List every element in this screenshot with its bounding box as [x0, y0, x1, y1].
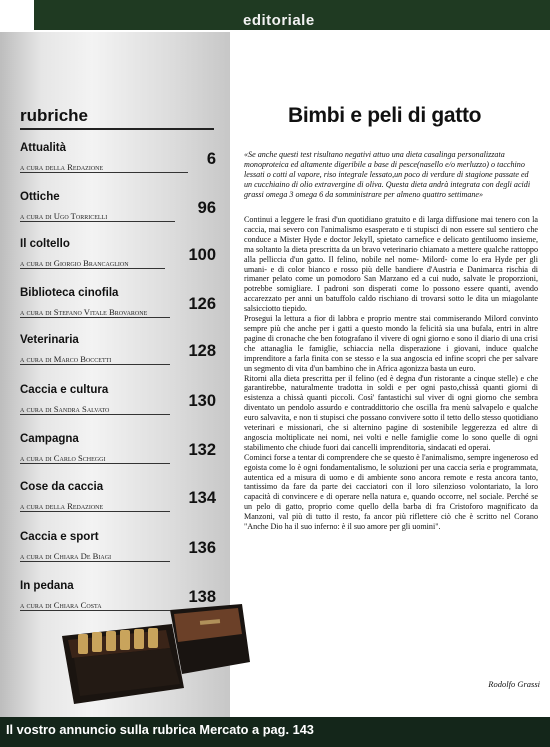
rubrica-author: a cura di Giorgio Brancaglion	[20, 258, 129, 268]
rubrica-item-veterinaria[interactable]	[20, 334, 220, 370]
footer-bar	[0, 717, 550, 747]
editorial-article	[230, 32, 550, 717]
rubrica-author: a cura di Chiara De Biagi	[20, 551, 112, 561]
section-label: editoriale	[243, 12, 315, 29]
rubrica-author: a cura di Chiara Costa	[20, 600, 102, 610]
rubrica-page-number: 128	[188, 342, 216, 360]
rubrica-leader-line	[20, 172, 188, 173]
article-body	[244, 215, 538, 665]
rubrica-name: Caccia e sport	[20, 531, 99, 543]
rubrica-page-number: 100	[188, 246, 216, 264]
rubrica-leader-line	[20, 561, 170, 562]
rubrica-item-cose-da-caccia[interactable]	[20, 481, 220, 517]
rubrica-leader-line	[20, 463, 170, 464]
sidebar-title: rubriche	[20, 106, 89, 125]
article-paragraph: Cominci forse a tentar di comprendere che se questo è l'animalismo, sempre ingeneroso ed egoista come lo è ogni fondamentalismo, le soluzioni per una caccia seria e programmata, autentica ed a misura di uomo e di ambiente sono ancora remote e resta ancora tanto, tantissimo da fare da parte dei cacciatori con il loro silenzioso volontariato, la loro capacità di convincere e di operare nella natura e, quando occorre, nel sociale. Perché se un pelo di gatto, proprio come quello della barba di fra Cristoforo magnificato da Manzoni, val più di tutto il resto, fa ancor più riflettere ciò che è scritto nel Corano "Anche Dio ha il suo inferno: è il suo amore per gli uomini".	[244, 452, 538, 532]
header-band	[0, 0, 550, 32]
rubrica-name: Campagna	[20, 433, 79, 445]
closed-cartridge-pouch	[170, 604, 250, 674]
sidebar-divider	[20, 128, 214, 130]
rubrica-name: Veterinaria	[20, 334, 79, 346]
rubrica-author: a cura di Ugo Torricelli	[20, 211, 108, 221]
rubrica-page-number: 6	[206, 150, 216, 168]
rubrica-name: Caccia e cultura	[20, 384, 109, 396]
rubrica-leader-line	[20, 268, 165, 269]
rubrica-leader-line	[20, 364, 170, 365]
rubrica-item-caccia-e-cultura[interactable]	[20, 384, 220, 420]
rubrica-page-number: 126	[188, 295, 216, 313]
rubrica-name: Cose da caccia	[20, 481, 104, 493]
rubrica-author: a cura della Redazione	[20, 162, 104, 172]
article-signature: Rodolfo Grassi	[488, 679, 540, 689]
rubrica-author: a cura di Sandra Salvato	[20, 404, 110, 414]
rubrica-item-ottiche[interactable]	[20, 191, 220, 227]
rubrica-page-number: 130	[188, 392, 216, 410]
rubrica-name: Attualità	[20, 142, 66, 154]
rubrica-page-number: 132	[188, 441, 216, 459]
rubrica-leader-line	[20, 221, 175, 222]
rubrica-page-number: 136	[188, 539, 216, 557]
rubrica-author: a cura di Marco Boccetti	[20, 354, 112, 364]
rubrica-item-caccia-e-sport[interactable]	[20, 531, 220, 567]
rubrica-leader-line	[20, 511, 170, 512]
rubrica-page-number: 138	[188, 588, 216, 606]
rubrica-leader-line	[20, 317, 170, 318]
rubrica-page-number: 96	[197, 199, 216, 217]
rubrica-item-il-coltello[interactable]	[20, 238, 220, 274]
article-title: Bimbi e peli di gatto	[288, 104, 482, 127]
rubrica-name: Biblioteca cinofila	[20, 287, 119, 299]
rubrica-page-number: 134	[188, 489, 216, 507]
rubrica-author: a cura di Carlo Scheggi	[20, 453, 106, 463]
rubrica-name: Ottiche	[20, 191, 60, 203]
footer-promo-text: Il vostro annuncio sulla rubrica Mercato a pag. 143	[6, 722, 314, 737]
article-paragraph: Ritorni alla dieta prescritta per il felino (ed è degna d'un ristorante a cinque stelle) e che garantirebbe, naturalmente tradotta in soldi e per ogni pasto,chissà quanti giorni di esistenza a chissà quanti piccoli. Così' fantastichi sul viver di ogni giorno che sembra diventato un pendolo assurdo e contraddittorio che oscilla fra menù salvapelo e qualche euro salvavita, e non ti stupisci che possano convivere sotto il tetto dello stesso quotidiano veterinari e missionari, che si alternino pagine di sostenibile leggerezza ed altre di angoscia moltiplicate nei nomi, nei volti e nelle famiglie come lo sono quelle di ogni stabilimento che chiude fuori dai cancelli imprenditoria, sindacati ed operai.	[244, 373, 538, 452]
cartridge-pouch-image	[52, 596, 252, 716]
article-paragraph: Continui a leggere le frasi d'un quotidiano gratuito e di larga diffusione mai tenero con la caccia, mai severo con l'animalismo esasperato e ti stupisci di non essere sul sentiero che conduce a Mister Hyde e doctor Jekyll, spietato carnefice e delicato gentiluomo insieme, ma soltanto la dieta prescritta da un bravo veterinario chiamato a mettere qualche rattoppo alla pelliccia d'un gatto. Il felino, nobile nel nome- Milord- come lo era Hyde per gli umani- e di color bianco e rosso più delle bandiere d'Austria e Danimarca rischia di rimaner pelato come un pomodoro San Marzano ed a cui nudo, salvate le proporzioni, potrebbe somigliare. I padroni son disperati come lo possono essere quanti, avendo accarezzato per anni un batuffolo caldo rischiano di trovarsi sotto le dita un miagolante salsicciotto tiepido.	[244, 215, 538, 314]
rubrica-item-attualita[interactable]	[20, 142, 220, 178]
rubrica-item-biblioteca-cinofila[interactable]	[20, 287, 220, 323]
rubrica-name: In pedana	[20, 580, 74, 592]
rubrica-author: a cura di Stefano Vitale Brovarone	[20, 307, 148, 317]
rubrica-name: Il coltello	[20, 238, 70, 250]
rubrica-author: a cura della Redazione	[20, 501, 104, 511]
article-intro-quote: «Se anche questi test risultano negativi attuo una dieta casalinga personalizzata monoproteica ed altamente digeribile a base di pesce(nasello e/o merluzzo) o tacchino lessati o cotti al vapore, riso integrale lessato,un poco di verdure di stagione passate ed un cucchiaino di olio extravergine di oliva. Questa dieta andrà integrata con degli acidi grassi omega 3 omega 6 da somministrare per almeno quattro settimane»	[244, 150, 531, 199]
article-paragraph: Prosegui la lettura a fior di labbra e proprio mentre stai commiserando Milord convinto sempre più che anche per i gatti a questo mondo la felicità sia una bufala, entri in altre pagine di cronache che ben fotografano il vivere di ogni giorno e sono il diario di una crisi che attanaglia le famiglie, schiaccia nella disperazione i giovani, induce qualche imprenditore a farla finita con se stesso e la sua angoscia ed infine scopri che per salvare un segmento di vita d'un bambino che in Africa agonizza basta un euro.	[244, 314, 538, 373]
open-cartridge-pouch	[62, 624, 184, 704]
rubrica-leader-line	[20, 414, 170, 415]
rubrica-item-campagna[interactable]	[20, 433, 220, 469]
